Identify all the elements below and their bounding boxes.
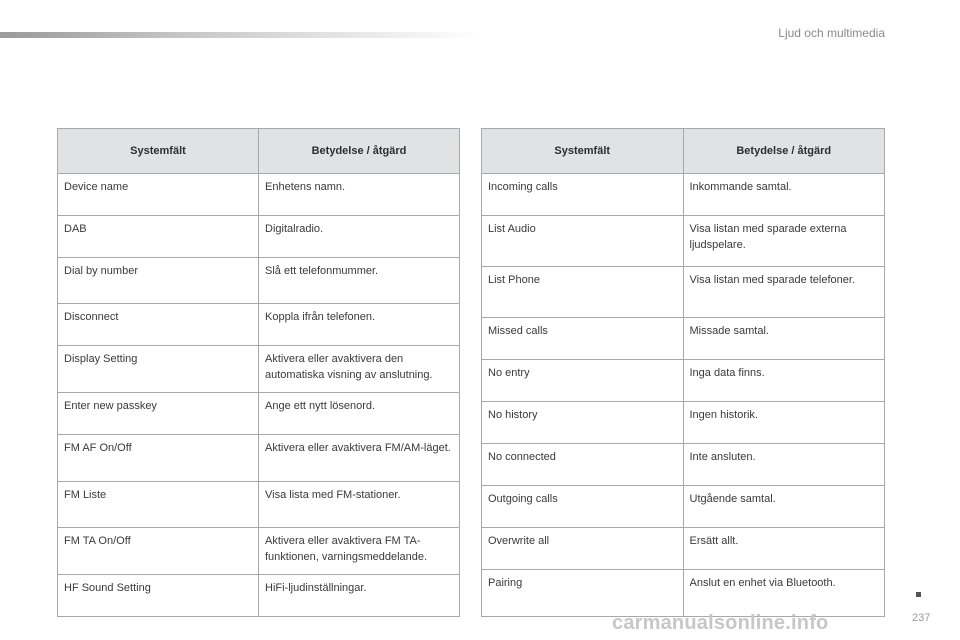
row-term: No connected <box>482 444 684 486</box>
row-term: Device name <box>58 174 259 216</box>
row-meaning: Visa listan med sparade telefoner. <box>683 267 885 318</box>
row-meaning: Missade samtal. <box>683 318 885 360</box>
column-header-meaning: Betydelse / åtgärd <box>683 129 885 174</box>
row-meaning: Digitalradio. <box>259 216 460 258</box>
row-meaning: Inkommande samtal. <box>683 174 885 216</box>
row-term: List Audio <box>482 216 684 267</box>
table-row <box>482 267 885 318</box>
row-meaning: Aktivera eller avaktivera FM/AM-läget. <box>259 435 460 482</box>
row-meaning: Ange ett nytt lösenord. <box>259 393 460 435</box>
row-meaning: Slå ett telefonmummer. <box>259 258 460 304</box>
table-header-row <box>58 129 460 174</box>
table-row <box>58 575 460 617</box>
table-row <box>482 444 885 486</box>
row-term: DAB <box>58 216 259 258</box>
row-meaning: HiFi-ljudinställningar. <box>259 575 460 617</box>
table-row <box>482 216 885 267</box>
row-term: FM AF On/Off <box>58 435 259 482</box>
row-term: HF Sound Setting <box>58 575 259 617</box>
row-meaning: Inte ansluten. <box>683 444 885 486</box>
table-row <box>58 393 460 435</box>
page-number: 237 <box>912 612 931 624</box>
table-row <box>58 216 460 258</box>
row-meaning: Ingen historik. <box>683 402 885 444</box>
row-meaning: Visa listan med sparade externa ljudspelare. <box>683 216 885 267</box>
row-term: Outgoing calls <box>482 486 684 528</box>
system-fields-table-right <box>481 128 885 617</box>
row-term: FM Liste <box>58 482 259 528</box>
column-header-meaning: Betydelse / åtgärd <box>259 129 460 174</box>
row-term: Overwrite all <box>482 528 684 570</box>
header-decorative-bar <box>0 32 480 38</box>
table-row <box>482 174 885 216</box>
table-row <box>482 318 885 360</box>
row-term: Pairing <box>482 570 684 617</box>
row-term: Enter new passkey <box>58 393 259 435</box>
row-term: Dial by number <box>58 258 259 304</box>
column-header-system-field: Systemfält <box>482 129 684 174</box>
row-term: FM TA On/Off <box>58 528 259 575</box>
table-row <box>482 486 885 528</box>
table-row <box>482 360 885 402</box>
column-header-system-field: Systemfält <box>58 129 259 174</box>
table-row <box>58 482 460 528</box>
table-row <box>58 258 460 304</box>
section-title: Ljud och multimedia <box>778 26 885 40</box>
row-meaning: Aktivera eller avaktivera FM TA-funktionen, varningsmeddelande. <box>259 528 460 575</box>
watermark[interactable]: carmanualsonline.info <box>612 612 829 634</box>
table-row <box>482 570 885 617</box>
row-term: Disconnect <box>58 304 259 346</box>
row-term: No entry <box>482 360 684 402</box>
row-term: No history <box>482 402 684 444</box>
table-header-row <box>482 129 885 174</box>
row-term: Missed calls <box>482 318 684 360</box>
page-marker-square-icon <box>916 592 921 597</box>
table-row <box>58 174 460 216</box>
row-meaning: Enhetens namn. <box>259 174 460 216</box>
row-meaning: Aktivera eller avaktivera den automatiska visning av anslutning. <box>259 346 460 393</box>
row-term: List Phone <box>482 267 684 318</box>
row-term: Display Setting <box>58 346 259 393</box>
row-meaning: Koppla ifrån telefonen. <box>259 304 460 346</box>
table-row <box>58 346 460 393</box>
row-meaning: Inga data finns. <box>683 360 885 402</box>
system-fields-table-left <box>57 128 460 617</box>
table-row <box>58 435 460 482</box>
row-meaning: Visa lista med FM-stationer. <box>259 482 460 528</box>
table-row <box>482 402 885 444</box>
table-row <box>58 304 460 346</box>
row-meaning: Anslut en enhet via Bluetooth. <box>683 570 885 617</box>
table-row <box>482 528 885 570</box>
row-meaning: Utgående samtal. <box>683 486 885 528</box>
row-meaning: Ersätt allt. <box>683 528 885 570</box>
table-row <box>58 528 460 575</box>
row-term: Incoming calls <box>482 174 684 216</box>
